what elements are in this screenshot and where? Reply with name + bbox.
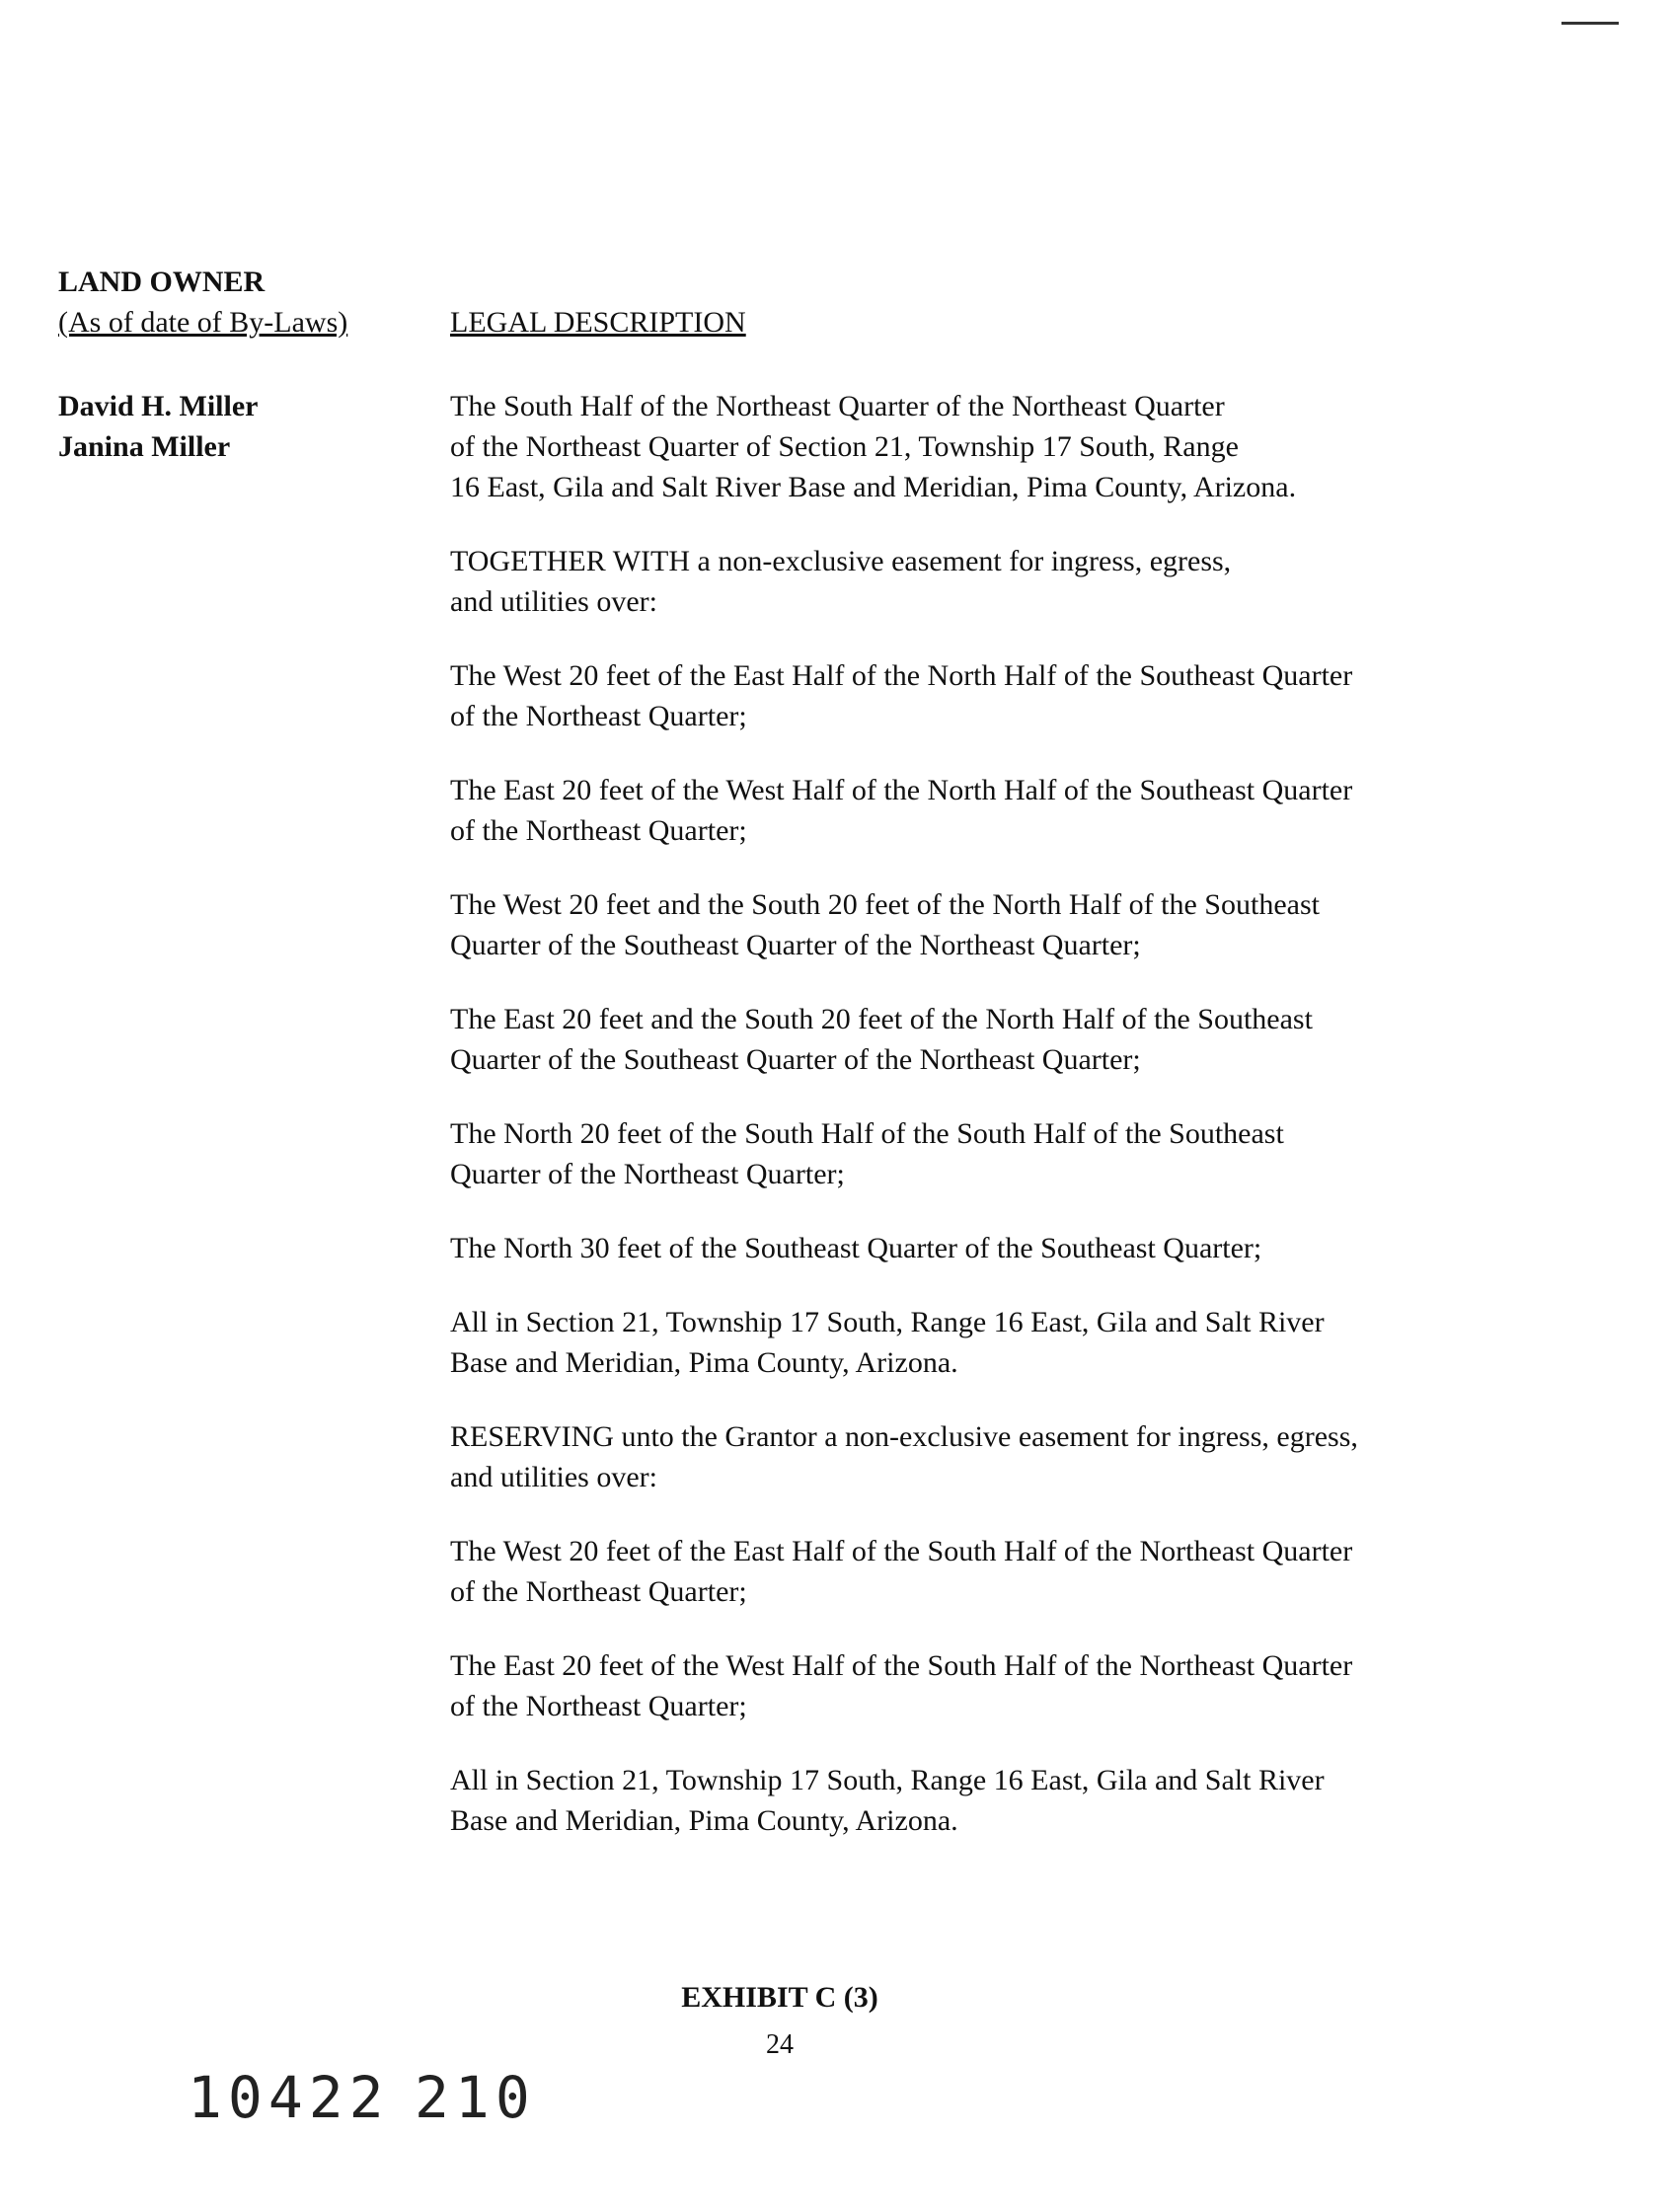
legal-paragraph: The North 20 feet of the South Half of the South Half of the Southeast Quarter of the Northeast Quarter; xyxy=(450,1117,1284,1190)
page-number: 24 xyxy=(766,2029,794,2060)
legal-paragraph: The North 30 feet of the Southeast Quarter of the Southeast Quarter; xyxy=(450,1232,1262,1264)
legal-paragraph: The South Half of the Northeast Quarter of the Northeast Quarter of the Northeast Quarter of Section 21, Township 17 South, Range 16 East, Gila and Salt River Base and Meridian, Pima County, Arizona. xyxy=(450,390,1297,503)
legal-paragraph: All in Section 21, Township 17 South, Range 16 East, Gila and Salt River Base and Meridian, Pima County, Arizona. xyxy=(450,1306,1325,1379)
legal-paragraph: RESERVING unto the Grantor a non-exclusive easement for ingress, egress, and utilities over: xyxy=(450,1420,1358,1493)
owner-name: Janina Miller xyxy=(58,430,231,463)
legal-paragraph: The West 20 feet of the East Half of the South Half of the Northeast Quarter of the Northeast Quarter; xyxy=(450,1535,1353,1608)
legal-description-heading: LEGAL DESCRIPTION xyxy=(450,306,746,339)
corner-scan-mark xyxy=(1561,22,1619,25)
owner-name: David H. Miller xyxy=(58,390,259,422)
legal-paragraph: TOGETHER WITH a non-exclusive easement for ingress, egress, and utilities over: xyxy=(450,545,1232,618)
land-owner-heading: LAND OWNER xyxy=(58,266,266,298)
legal-paragraph: The East 20 feet and the South 20 feet of the North Half of the Southeast Quarter of the Southeast Quarter of the Northeast Quarter; xyxy=(450,1003,1313,1076)
recording-book-number: 10422 xyxy=(188,2064,390,2131)
legal-paragraph: The East 20 feet of the West Half of the North Half of the Southeast Quarter of the Northeast Quarter; xyxy=(450,774,1353,847)
legal-paragraph: The West 20 feet of the East Half of the North Half of the Southeast Quarter of the Northeast Quarter; xyxy=(450,659,1353,732)
recording-page-number: 210 xyxy=(415,2064,536,2131)
legal-description-column xyxy=(450,302,1536,1874)
legal-paragraph: The West 20 feet and the South 20 feet of the North Half of the Southeast Quarter of the Southeast Quarter of the Northeast Quarter; xyxy=(450,888,1320,961)
exhibit-label: EXHIBIT C (3) xyxy=(681,1981,878,2014)
owner-list xyxy=(58,386,414,467)
legal-paragraph: All in Section 21, Township 17 South, Range 16 East, Gila and Salt River Base and Meridian, Pima County, Arizona. xyxy=(450,1764,1325,1837)
land-owner-subheading: (As of date of By-Laws) xyxy=(58,306,348,339)
land-owner-column xyxy=(58,262,414,467)
legal-paragraph: The East 20 feet of the West Half of the South Half of the Northeast Quarter of the Northeast Quarter; xyxy=(450,1649,1353,1722)
legal-description-body xyxy=(450,386,1536,1841)
